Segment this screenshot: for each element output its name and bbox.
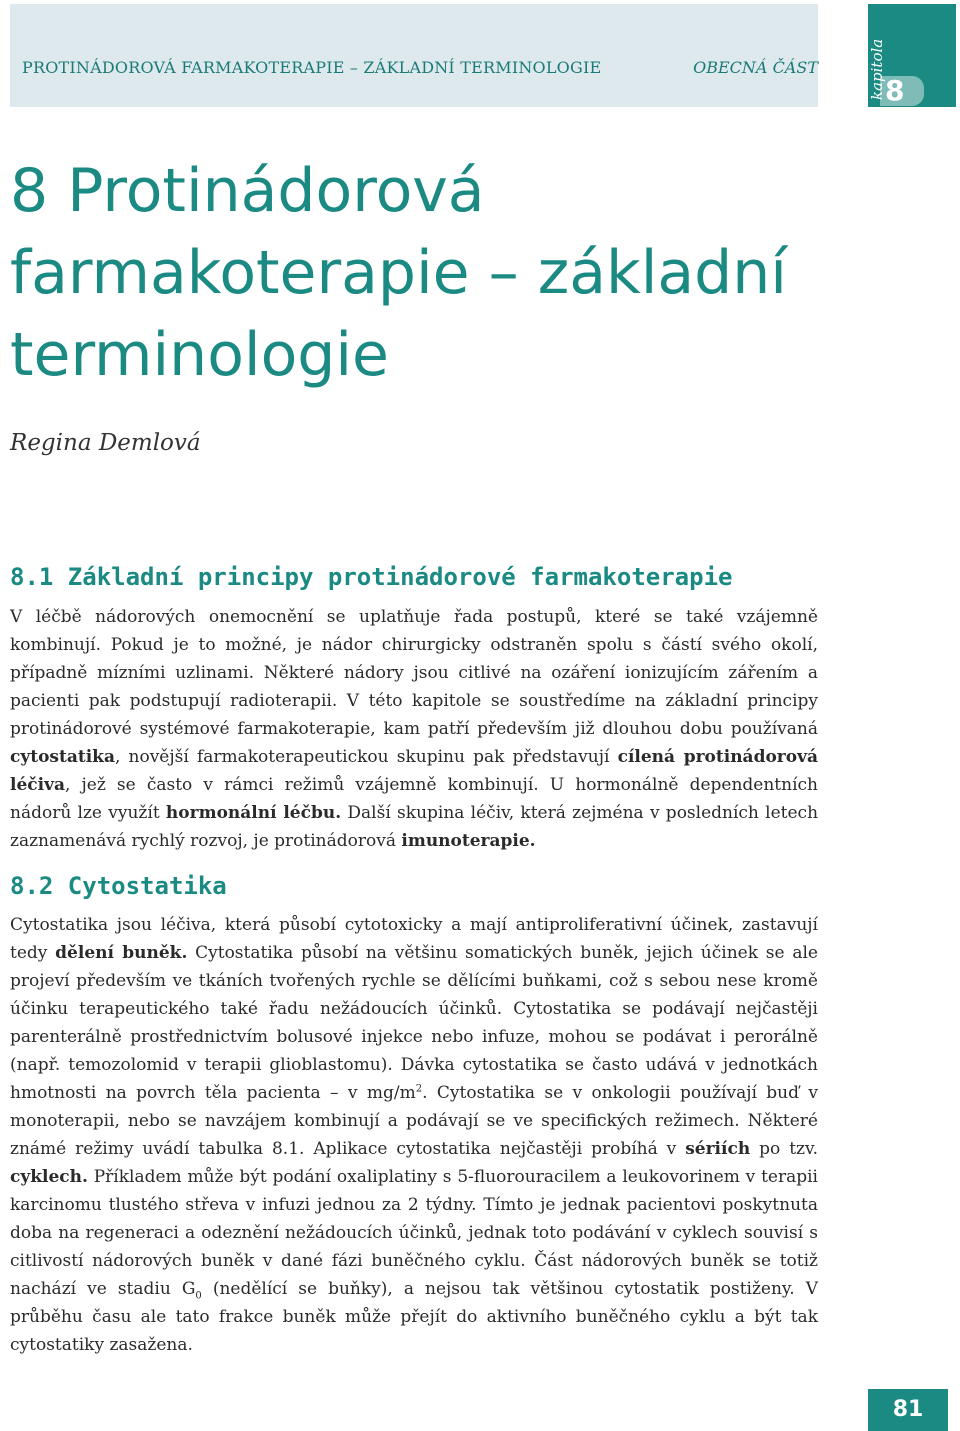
chapter-title [10,150,910,396]
section-heading-8-1: 8.1 Základní principy protinádorové farmakoterapie [10,563,733,591]
section-tag: OBECNÁ ČÁST [693,58,818,77]
page-number: 81 [892,1397,924,1422]
chapter-title-line-3: terminologie [10,320,389,390]
section-heading-8-2: 8.2 Cytostatika [10,872,227,900]
author: Regina Demlová [10,430,201,456]
header-band [10,4,818,107]
section-8-1-paragraph: V léčbě nádorových onemocnění se uplatňuje řada postupů, které se také vzájemně kombinují. Pokud je to možné, je nádor chirurgicky odstraněn spolu s částí svého okolí, případně mízními uzlinami. Některé nádory jsou citlivé na ozáření ionizujícím zářením a pacienti pak podstupují radioterapii. V této kapitole se soustředíme na základní principy protinádorové systémové farmakoterapie, kam patří především již dlouhou dobu používaná cytostatika, novější farmakoterapeutickou skupinu pak představují cílená protinádorová léčiva, jež se často v rámci režimů vzájemně kombinují. U hormonálně dependentních nádorů lze využít hormonální léčbu. Další skupina léčiv, která zejména v posledních letech zaznamenává rychlý rozvoj, je protinádorová imunoterapie. [10,607,819,851]
chapter-title-line-1: 8 Protinádorová [10,156,485,226]
section-8-2-paragraph: Cytostatika jsou léčiva, která působí cytotoxicky a mají antiproliferativní účinek, zastavují tedy dělení buněk. Cytostatika působí na většinu somatických buněk, jejich účinek se ale projeví především ve tkáních tvořených rychle se dělícími buňkami, což s sebou nese kromě účinku terapeutického také řadu nežádoucích účinků. Cytostatika se podávají nejčastěji parenterálně prostřednictvím bolusové injekce nebo infuze, mohou se podávat i perorálně (např. temozolomid v terapii glioblastomu). Dávka cytostatika se často udává v jednotkách hmotnosti na povrch těla pacienta – v $mg/m^2$. Cytostatika se v onkologii používají buď v monoterapii, nebo se navzájem kombinují a podávají se ve specifických režimech. Některé známé režimy uvádí tabulka 8.1. Aplikace cytostatika nejčastěji probíhá v sériích po tzv. cyklech. Příkladem může být podání oxaliplatiny s 5-fluorouracilem a leukovorinem v terapii karcinomu tlustého střeva v infuzi jednou za 2 týdny. Tímto je jednak pacientovi poskytnuta doba na regeneraci a odeznění nežádoucích účinků, jednak toto podávání v cyklech souvisí s citlivostí nádorových buněk v dané fázi buněčného cyklu. Část nádorových buněk se totiž nachází ve stadiu $G_0$ (nedělící se buňky), a nejsou tak většinou cytostatik postiženy. V průběhu času ale tato frakce buněk může přejít do aktivního buněčného cyklu a být tak cytostatiky zasažena. [10,915,818,1355]
chapter-title-line-2: farmakoterapie – základní [10,238,787,308]
running-title: PROTINÁDOROVÁ FARMAKOTERAPIE – ZÁKLADNÍ TERMINOLOGIE [22,58,602,77]
chapter-tab-label: kapitola [868,38,886,100]
chapter-number: 8 [885,74,905,107]
